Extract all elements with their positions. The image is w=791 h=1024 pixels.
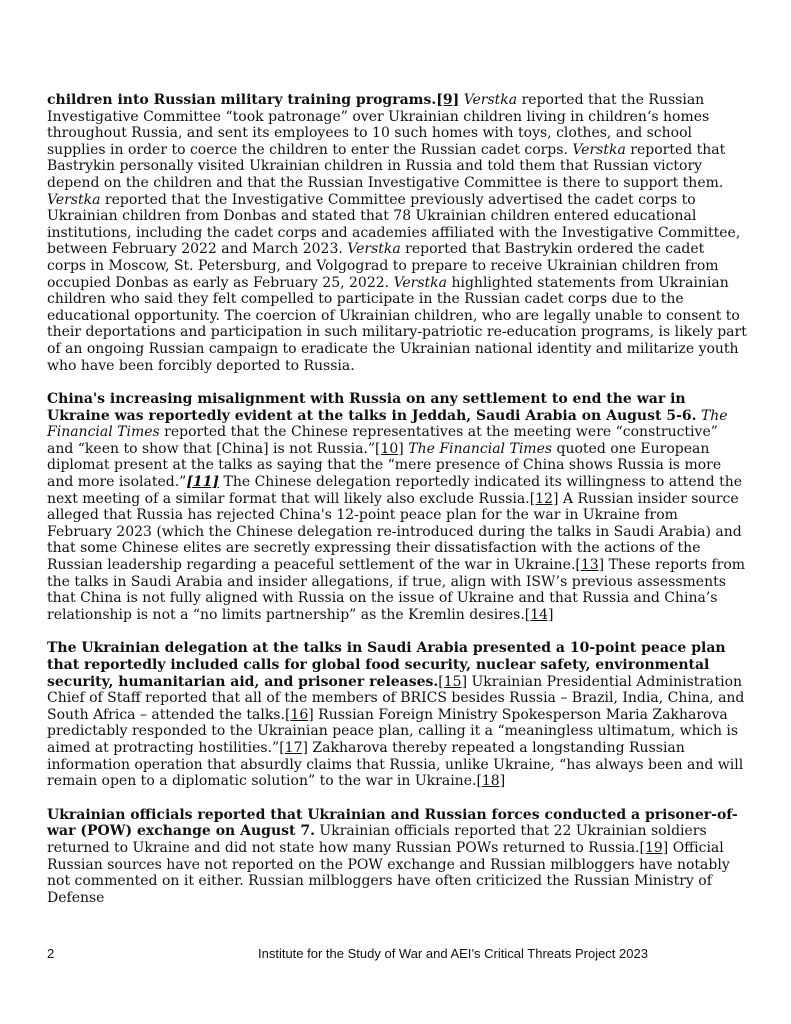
text-run: Official Russian sources have not reported on the POW exchange and Russian milbloggers have notably not commented on it either. Russian milbloggers have often criticized the Russian Ministry of Defense xyxy=(47,839,730,906)
text-run: A Russian insider source alleged that Russia has rejected China's 12-point peace plan for the war in Ukraine from February 2023 (which the Chinese delegation re-introduced during the talks in Saudi Arabia) and that some Chinese elites are secretly expressing their dissatisfaction with the actions of the Russian leadership regarding a peaceful settlement of the war in Ukraine. xyxy=(47,490,742,574)
bold-text: The Ukrainian delegation at the talks in Saudi Arabia presented a 10-point peace plan that reportedly included calls for global food security, nuclear safety, environmental security, humanitarian aid, and prisoner releases. xyxy=(47,640,726,690)
paragraph-pow-exchange xyxy=(47,807,747,907)
italic-text: Verstka xyxy=(463,92,518,108)
paragraph-ukrainian-peace-plan xyxy=(47,640,747,789)
page-number: 2 xyxy=(47,946,55,961)
text-run: Russian Foreign Ministry Spokesperson Maria Zakharova predictably responded to the Ukrainian peace plan, calling it a “meaningless ultimatum, which is aimed at protracting hostilities.” xyxy=(47,706,739,756)
paragraph-cadet-corps xyxy=(47,92,747,374)
italic-text: Verstka xyxy=(572,141,626,158)
bold-text: China's increasing misalignment with Russia on any settlement to end the war in Ukraine was reportedly evident at the talks in Jeddah, Saudi Arabia on August 5-6. xyxy=(47,391,697,424)
text-run: These reports from the talks in Saudi Arabia and insider allegations, if true, align with ISW’s previous assessments that China is not fully aligned with Russia on the issue of Ukraine and that Russia and China’s relationship is not a “no limits partnership” as the Kremlin desires. xyxy=(47,557,746,623)
bold-text: Ukrainian officials reported that Ukrainian and Russian forces conducted a prisoner-of-war (POW) exchange on August 7. xyxy=(47,806,738,840)
text-run: reported that the Investigative Committee previously advertised the cadet corps to Ukrainian children from Donbas and stated that 78 Ukrainian children entered educational institutions, including the cadet corps and academies affiliated with the Investigative Committee, between February 2022 and March 2023. xyxy=(47,191,741,258)
text-run: highlighted statements from Ukrainian children who said they felt compelled to participate in the Russian cadet corps due to the educational opportunity. The coercion of Ukrainian children, who are legally unable to consent to their deportations and participation in such military-patriotic re-education programs, is likely part of an ongoing Russian campaign to eradicate the Ukrainian national identity and militarize youth who have been forcibly deported to Russia. xyxy=(47,274,747,374)
footnote-link[interactable]: [15] xyxy=(438,673,468,690)
text-run: Ukrainian Presidential Administration Chief of Staff reported that all of the members of BRICS besides Russia – Brazil, India, China, and South Africa – attended the talks. xyxy=(47,673,745,723)
footnote-link[interactable]: [17] xyxy=(279,739,308,756)
italic-text: Verstka xyxy=(47,191,101,208)
footnote-link[interactable]: [14] xyxy=(524,606,554,623)
footer-text: Institute for the Study of War and AEI’s Critical Threats Project 2023 xyxy=(258,946,648,961)
paragraph-china-misalignment xyxy=(47,391,747,623)
footnote-link[interactable]: [18] xyxy=(476,773,506,790)
bold-text: children into Russian military training programs. xyxy=(47,92,437,108)
text-run: quoted one European diplomat present at the talks as saying that the “mere presence of China shows Russia is more and more isolated.” xyxy=(47,440,722,491)
text-run: Zakharova thereby repeated a longstanding Russian information operation that absurdly claims that Russia, unlike Ukraine, “has always been and will remain open to a diplomatic solution” to the war in Ukraine. xyxy=(47,739,744,790)
footnote-link[interactable]: [19] xyxy=(639,839,669,856)
text-run: Ukrainian officials reported that 22 Ukrainian soldiers returned to Ukraine and did not state how many Russian POWs returned to Russia. xyxy=(47,823,707,856)
italic-text: The Financial Times xyxy=(47,407,728,441)
italic-text: Verstka xyxy=(347,241,401,258)
footnote-link[interactable]: [13] xyxy=(575,557,605,574)
footnote-link[interactable]: [12] xyxy=(529,490,559,507)
text-run: reported that the Chinese representatives at the meeting were “constructive” and “keen to show that [China] is not Russia.” xyxy=(47,424,718,457)
text-run: The Chinese delegation reportedly indicated its willingness to attend the next meeting of a similar format that will likely also exclude Russia. xyxy=(47,474,743,507)
footnote-link[interactable]: [11] xyxy=(186,474,220,491)
footnote-link[interactable]: [9] xyxy=(436,92,460,108)
italic-text: Verstka xyxy=(393,274,448,291)
text-run: reported that Bastrykin personally visited Ukrainian children in Russia and told them that Russian victory depend on the children and that the Russian Investigative Committee is there to support them. xyxy=(47,141,726,191)
footnote-link[interactable]: [10] xyxy=(375,440,404,457)
text-run: reported that the Russian Investigative Committee “took patronage” over Ukrainian children living in children‘s homes throughout Russia, and sent its employees to 10 such homes with toys, clothes, and school supplies in order to coerce the children to enter the Russian cadet corps. xyxy=(47,92,710,158)
document-body xyxy=(47,92,747,923)
text-run: reported that Bastrykin ordered the cadet corps in Moscow, St. Petersburg, and Volgograd to prepare to receive Ukrainian children from occupied Donbas as early as February 25, 2022. xyxy=(47,241,719,291)
italic-text: The Financial Times xyxy=(408,440,553,457)
footnote-link[interactable]: [16] xyxy=(284,706,314,723)
